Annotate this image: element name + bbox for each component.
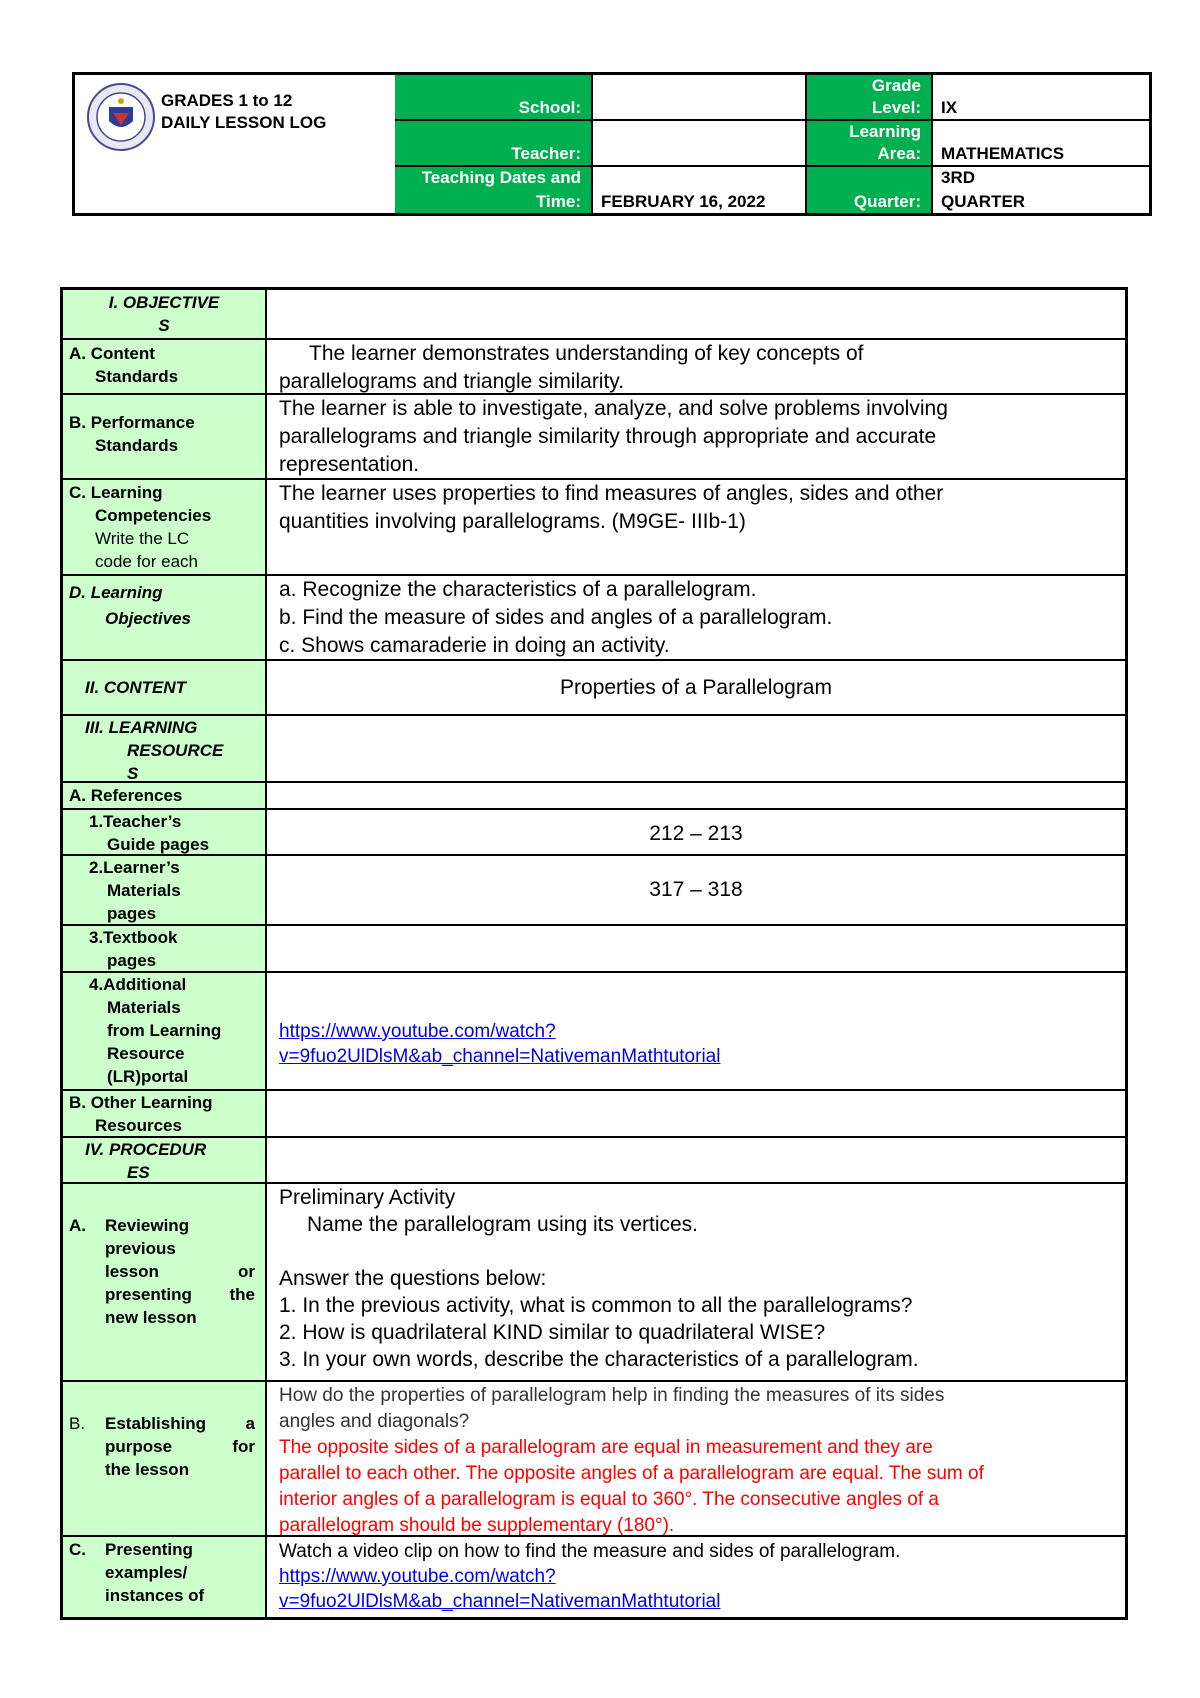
- value-learners-materials: 317 – 318: [649, 878, 743, 901]
- grade-label-cell: [807, 75, 933, 121]
- label-performance-standards: B. Performance Standards: [63, 395, 267, 478]
- school-field[interactable]: [593, 75, 807, 121]
- row-learners-materials: [63, 856, 1125, 926]
- school-label-cell: [395, 75, 593, 121]
- youtube-link-line1[interactable]: https://www.youtube.com/watch?: [279, 1566, 556, 1587]
- grade-field[interactable]: [933, 75, 1149, 121]
- label-other-resources: B. Other Learning Resources: [63, 1091, 267, 1136]
- quarter-label-cell: [807, 167, 933, 213]
- learning-area-field[interactable]: [933, 121, 1149, 167]
- grade-label-1: Grade: [871, 76, 921, 95]
- row-additional-materials: [63, 973, 1125, 1091]
- quarter-value-1: 3RD: [941, 168, 976, 187]
- label-teachers-guide: 1.Teacher’s Guide pages: [63, 810, 267, 854]
- row-references: [63, 783, 1125, 810]
- row-other-resources: [63, 1091, 1125, 1138]
- dates-label-2: Time:: [535, 192, 581, 211]
- label-references: A. References: [63, 783, 267, 808]
- value-additional-materials: [267, 973, 1125, 1089]
- value-performance-standards: The learner is able to investigate, analyze, and solve problems involving parallelograms and triangle similarity through appropriate and accurate representation.: [279, 397, 948, 476]
- label-content-standards: A. Content Standards: [63, 340, 267, 393]
- value-establishing-purpose: How do the properties of parallelogram help in finding the measures of its sides angles and diagonals? The opposite sides of a parallelogram are equal in measurement and they are parallel to each other. The opposite angles of a parallelogram are equal. The sum of interior angles of a parallelogram is equal to 360°. The consecutive angles of a parallelogram should be supplementary (180°).: [279, 1385, 984, 1536]
- teacher-field[interactable]: [593, 121, 807, 167]
- dates-label-cell: [395, 167, 593, 213]
- value-objectives: [267, 290, 1125, 338]
- learning-area-label-2: Area:: [877, 144, 921, 163]
- row-objectives: [63, 290, 1125, 340]
- deped-seal-icon: [87, 83, 155, 151]
- label-learners-materials: 2.Learner’s Materials pages: [63, 856, 267, 924]
- learning-area-label-cell: [807, 121, 933, 167]
- label-procedures: IV. PROCEDUR ES: [63, 1138, 267, 1182]
- value-other-resources: [267, 1091, 1125, 1136]
- row-learning-resources: [63, 716, 1125, 783]
- quarter-label: Quarter:: [853, 192, 921, 211]
- row-reviewing: [63, 1184, 1125, 1382]
- learning-area-label-1: Learning: [849, 122, 921, 141]
- label-learning-objectives: D. Learning Objectives: [63, 576, 267, 659]
- label-establishing-purpose: B. Establishing a purpose for the lesson: [63, 1382, 267, 1535]
- value-procedures: [267, 1138, 1125, 1182]
- lesson-log-header: [72, 72, 1152, 216]
- school-label: School:: [518, 98, 581, 117]
- value-textbook: [267, 926, 1125, 971]
- value-presenting-examples: Watch a video clip on how to find the measure and sides of parallelogram. https://www.youtube.com/watch? v=9fuo2UlDlsM&ab_channel=NativemanMathtutorial: [267, 1537, 1125, 1617]
- value-learning-objectives: a. Recognize the characteristics of a parallelogram. b. Find the measure of sides and angles of a parallelogram. c. Shows camaraderie in doing an activity.: [279, 578, 833, 657]
- row-learning-objectives: [63, 576, 1125, 661]
- quarter-value-2: QUARTER: [941, 192, 1026, 211]
- label-reviewing: A. Reviewing previous lesson or presenting the new lesson: [63, 1184, 267, 1380]
- label-learning-competencies: C. Learning Competencies Write the LC code for each: [63, 480, 267, 574]
- row-learning-competencies: [63, 480, 1125, 576]
- grade-label-2: Level:: [871, 98, 921, 117]
- lesson-plan-table: [60, 287, 1128, 1620]
- label-textbook: 3.Textbook pages: [63, 926, 267, 971]
- label-content: II. CONTENT: [63, 661, 267, 714]
- value-content: Properties of a Parallelogram: [560, 676, 832, 699]
- dates-label-1: Teaching Dates and: [421, 168, 581, 187]
- label-objectives: I. OBJECTIVE S: [63, 290, 267, 338]
- row-establishing-purpose: [63, 1382, 1125, 1537]
- row-textbook: [63, 926, 1125, 973]
- value-references: [267, 783, 1125, 808]
- logo-cell: [75, 75, 397, 213]
- value-content-standards: The learner demonstrates understanding of key concepts of parallelograms and triangle similarity.: [279, 342, 864, 393]
- value-learning-resources: [267, 716, 1125, 781]
- value-teachers-guide: 212 – 213: [649, 822, 743, 845]
- youtube-link-line2[interactable]: v=9fuo2UlDlsM&ab_channel=NativemanMathtutorial: [279, 1046, 721, 1067]
- youtube-link-line2[interactable]: v=9fuo2UlDlsM&ab_channel=NativemanMathtutorial: [279, 1591, 721, 1612]
- label-learning-resources: III. LEARNING RESOURCE S: [63, 716, 267, 781]
- learning-area-value: MATHEMATICS: [941, 144, 1065, 163]
- youtube-link-line1[interactable]: https://www.youtube.com/watch?: [279, 1021, 556, 1042]
- value-reviewing: Preliminary Activity Name the parallelogram using its vertices. Answer the questions below: 1. In the previous activity, what is common to all the parallelograms? 2. How is quadrilateral KIND similar to quadrilateral WISE? 3. In your own words, describe the characteristics of a parallelogram.: [279, 1186, 919, 1371]
- teacher-label-cell: [395, 121, 593, 167]
- row-content: [63, 661, 1125, 716]
- grade-value: IX: [941, 98, 958, 117]
- teacher-label: Teacher:: [511, 144, 581, 163]
- value-learning-competencies: The learner uses properties to find measures of angles, sides and other quantities involving parallelograms. (M9GE- IIIb-1): [279, 482, 944, 533]
- quarter-field[interactable]: [933, 167, 1149, 213]
- form-title-line1: GRADES 1 to 12: [161, 91, 293, 110]
- row-presenting-examples: [63, 1537, 1125, 1617]
- form-title-line2: DAILY LESSON LOG: [161, 113, 327, 132]
- dates-value: FEBRUARY 16, 2022: [601, 192, 766, 211]
- row-teachers-guide: [63, 810, 1125, 856]
- dates-field[interactable]: [593, 167, 807, 213]
- row-performance-standards: [63, 395, 1125, 480]
- row-procedures: [63, 1138, 1125, 1184]
- label-presenting-examples: C. Presenting examples/ instances of: [63, 1537, 267, 1617]
- label-additional-materials: 4.Additional Materials from Learning Resource (LR)portal: [63, 973, 267, 1089]
- row-content-standards: [63, 340, 1125, 395]
